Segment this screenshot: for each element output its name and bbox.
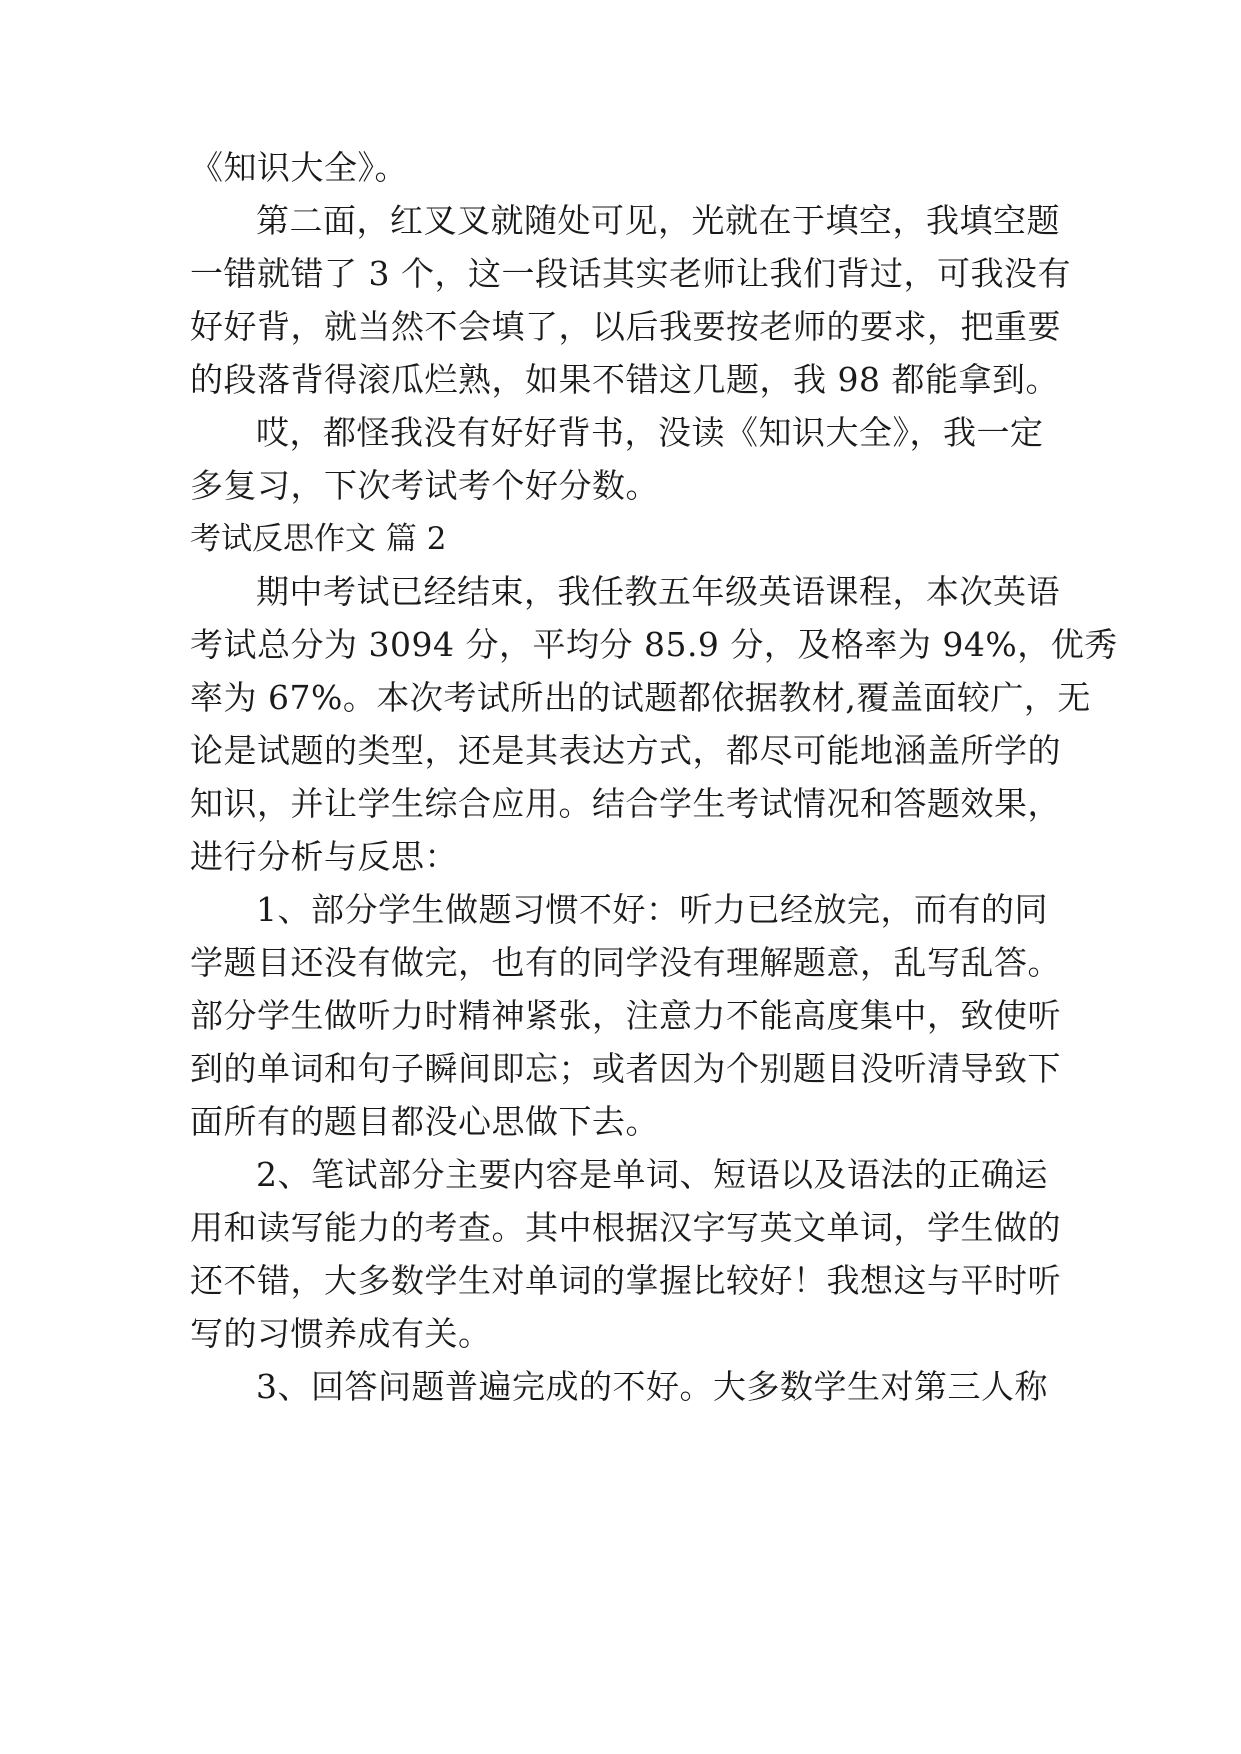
text-line: 面所有的题目都没心思做下去。 xyxy=(190,1102,659,1141)
text-line: 论是试题的类型，还是其表达方式，都尽可能地涵盖所学的 xyxy=(190,731,1061,770)
text-line: 部分学生做听力时精神紧张，注意力不能高度集中，致使听 xyxy=(190,996,1061,1035)
text-line: 学题目还没有做完，也有的同学没有理解题意，乱写乱答。 xyxy=(190,943,1061,982)
text-line: 写的习惯养成有关。 xyxy=(190,1314,492,1353)
paragraph-start-line: 期中考试已经结束，我任教五年级英语课程，本次英语 xyxy=(256,572,1060,611)
paragraph-start-line: 哎，都怪我没有好好背书，没读《知识大全》，我一定 xyxy=(256,413,1044,452)
text-line: 好好背，就当然不会填了，以后我要按老师的要求，把重要 xyxy=(190,307,1061,346)
text-line: 还不错，大多数学生对单词的掌握比较好！我想这与平时听 xyxy=(190,1261,1061,1300)
section-heading: 考试反思作文 篇 2 xyxy=(190,521,447,557)
paragraph-start-line: 1、部分学生做题习惯不好：听力已经放完，而有的同 xyxy=(256,890,1048,929)
text-line: 的段落背得滚瓜烂熟，如果不错这几题，我 98 都能拿到。 xyxy=(190,360,1059,399)
text-line: 率为 67%。本次考试所出的试题都依据教材,覆盖面较广，无 xyxy=(190,678,1091,717)
paragraph-start-line: 3、回答问题普遍完成的不好。大多数学生对第三人称 xyxy=(256,1367,1048,1406)
text-line: 用和读写能力的考查。其中根据汉字写英文单词，学生做的 xyxy=(190,1208,1061,1247)
text-line: 进行分析与反思： xyxy=(190,837,458,876)
paragraph-start-line: 2、笔试部分主要内容是单词、短语以及语法的正确运 xyxy=(256,1155,1048,1194)
paragraph-start-line: 第二面，红叉叉就随处可见，光就在于填空，我填空题 xyxy=(256,201,1060,240)
text-line: 知识，并让学生综合应用。结合学生考试情况和答题效果， xyxy=(190,784,1061,823)
text-line: 到的单词和句子瞬间即忘；或者因为个别题目没听清导致下 xyxy=(190,1049,1061,1088)
text-line: 多复习，下次考试考个好分数。 xyxy=(190,466,659,505)
text-line: 《知识大全》。 xyxy=(190,148,408,187)
text-line: 考试总分为 3094 分，平均分 85.9 分，及格率为 94%，优秀 xyxy=(190,625,1118,664)
text-line: 一错就错了 3 个，这一段话其实老师让我们背过，可我没有 xyxy=(190,254,1071,293)
